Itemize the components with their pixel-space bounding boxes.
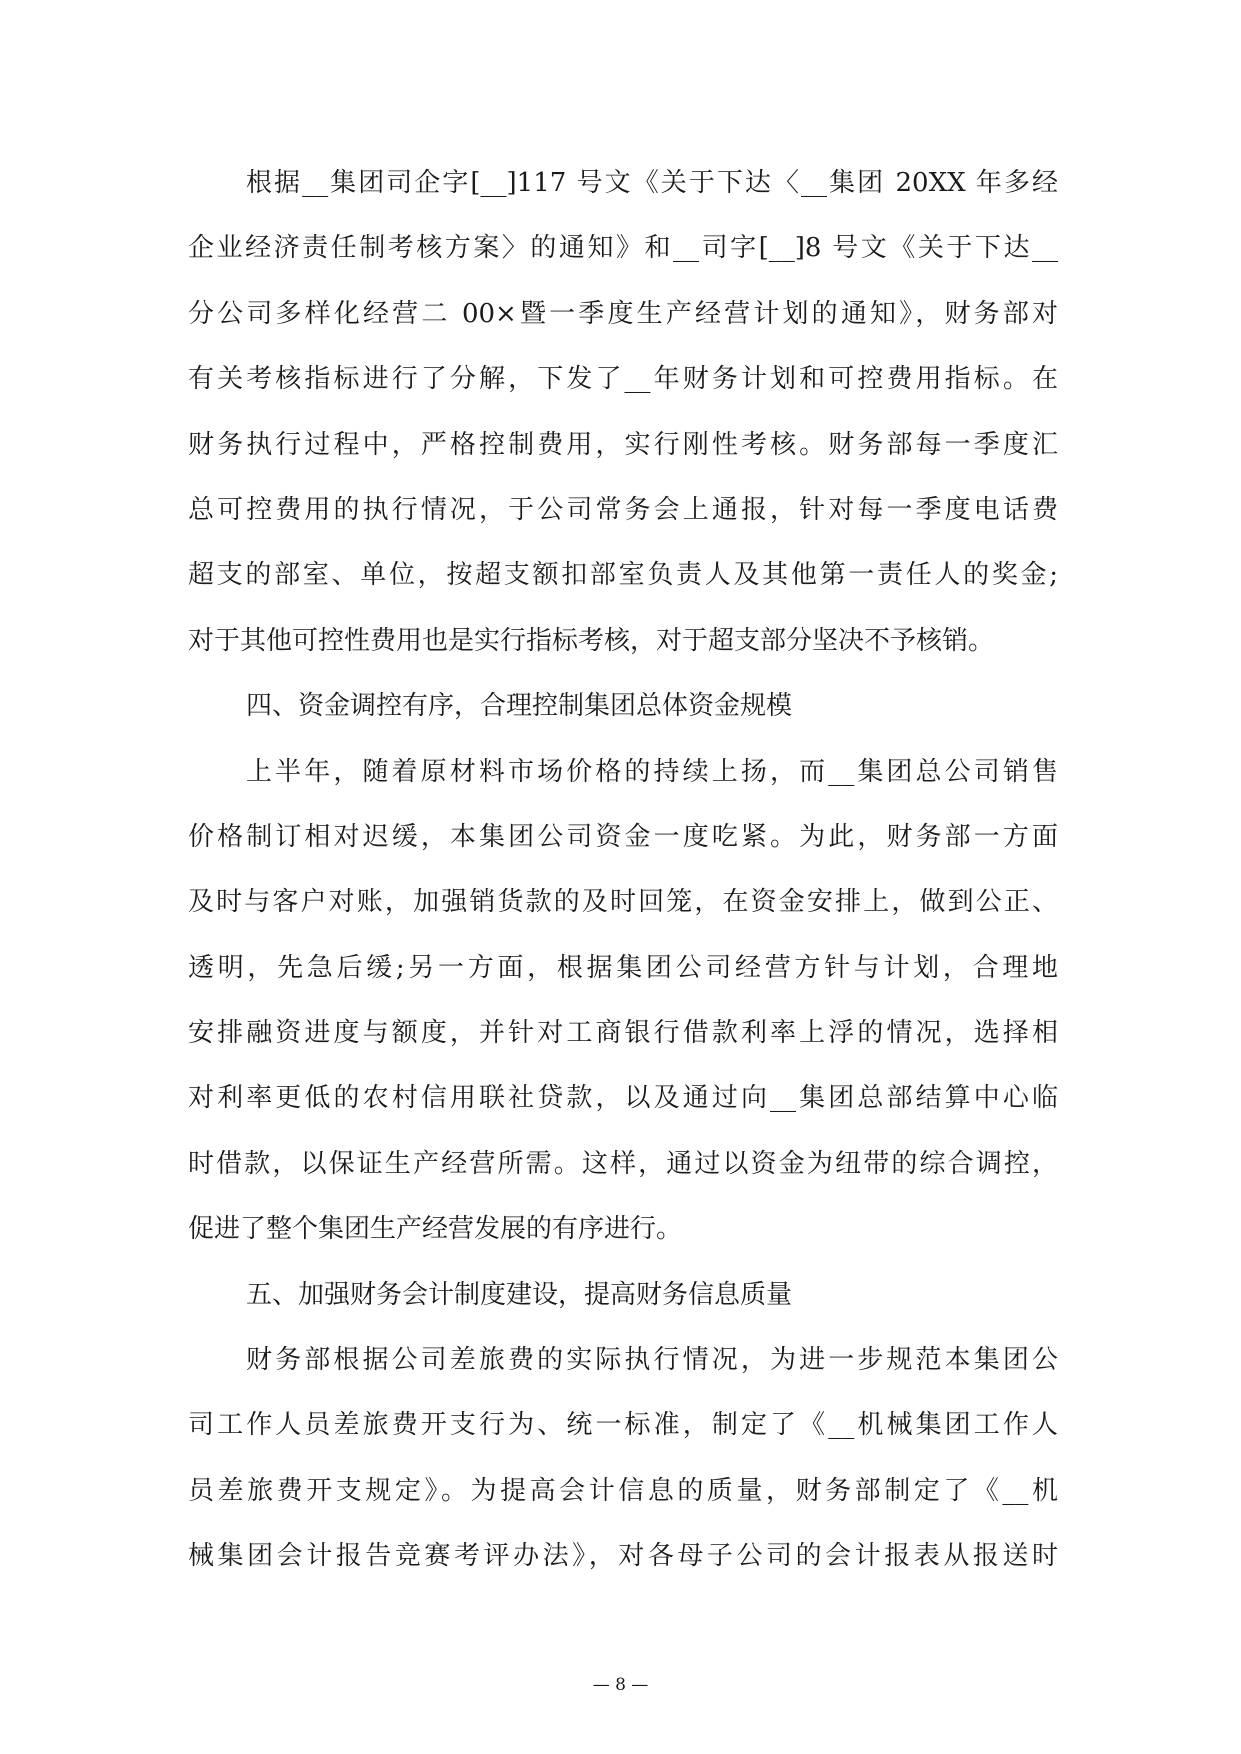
text-line: 有关考核指标进行了分解，下发了__年财务计划和可控费用指标。在 bbox=[188, 364, 1058, 395]
text-line: 分公司多样化经营二 00×暨一季度生产经营计划的通知》，财务部对 bbox=[188, 298, 1058, 329]
text-line: 总可控费用的执行情况，于公司常务会上通报，针对每一季度电话费 bbox=[188, 494, 1058, 525]
text-line: 促进了整个集团生产经营发展的有序进行。 bbox=[188, 1214, 683, 1245]
text-line: 财务部根据公司差旅费的实际执行情况，为进一步规范本集团公 bbox=[246, 1345, 1058, 1376]
text-line: 五、加强财务会计制度建设，提高财务信息质量 bbox=[246, 1279, 793, 1310]
text-line: 对利率更低的农村信用联社贷款，以及通过向__集团总部结算中心临 bbox=[188, 1083, 1058, 1114]
text-line: 对于其他可控性费用也是实行指标考核，对于超支部分坚决不予核销。 bbox=[188, 625, 995, 656]
text-line: 企业经济责任制考核方案〉的通知》和__司字[__]8 号文《关于下达__ bbox=[188, 233, 1058, 264]
text-line: 时借款，以保证生产经营所需。这样，通过以资金为纽带的综合调控， bbox=[188, 1148, 1058, 1179]
page-number: — 8 — bbox=[592, 1675, 649, 1695]
text-line: 上半年，随着原材料市场价格的持续上扬，而__集团总公司销售 bbox=[246, 756, 1058, 787]
text-line: 四、资金调控有序，合理控制集团总体资金规模 bbox=[246, 691, 793, 722]
text-line: 价格制订相对迟缓，本集团公司资金一度吃紧。为此，财务部一方面 bbox=[188, 821, 1058, 852]
text-line: 根据__集团司企字[__]117 号文《关于下达〈__集团 20XX 年多经 bbox=[246, 168, 1058, 198]
text-line: 员差旅费开支规定》。为提高会计信息的质量，财务部制定了《__机 bbox=[188, 1475, 1058, 1506]
text-line: 械集团会计报告竞赛考评办法》，对各母子公司的会计报表从报送时 bbox=[188, 1541, 1058, 1572]
document-body bbox=[188, 160, 1058, 1599]
text-line: 财务执行过程中，严格控制费用，实行刚性考核。财务部每一季度汇 bbox=[188, 429, 1058, 460]
text-line: 透明，先急后缓;另一方面，根据集团公司经营方针与计划，合理地 bbox=[188, 952, 1058, 983]
text-line: 安排融资进度与额度，并针对工商银行借款利率上浮的情况，选择相 bbox=[188, 1018, 1058, 1049]
text-line: 司工作人员差旅费开支行为、统一标准，制定了《__机械集团工作人 bbox=[188, 1410, 1058, 1441]
text-line: 及时与客户对账，加强销货款的及时回笼，在资金安排上，做到公正、 bbox=[188, 887, 1058, 918]
text-line: 超支的部室、单位，按超支额扣部室负责人及其他第一责任人的奖金; bbox=[188, 560, 1058, 591]
